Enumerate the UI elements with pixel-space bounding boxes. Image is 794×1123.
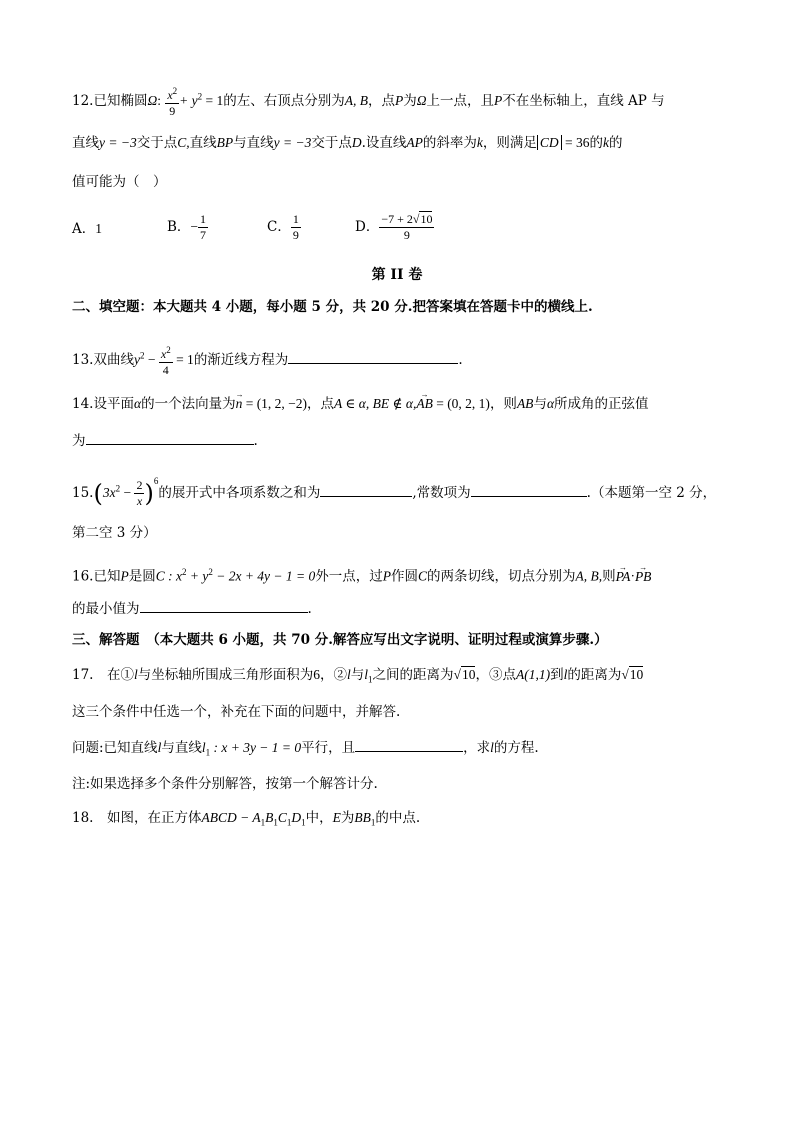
q12-option-c: C． $\frac{1}{9}$ (267, 212, 299, 242)
ellipse-name: Ω (147, 93, 158, 108)
q16-line1: 16.已知P是圆C : $x^2 + y^2 - 2x + 4y - 1 = 0$外一点，过P作圆C的两条切线，切点分别为A, B,则→ PA·→ PB (72, 562, 651, 587)
q13: 13.双曲线$y^2$ − $\frac{x^2}{4}$ = 1的渐近线方程为 . (72, 345, 463, 377)
q12-line3: 值可能为（ ） (72, 174, 167, 190)
section2-title: 第 II 卷 (371, 267, 423, 283)
q12-line2: 直线y = −3交于点C,直线BP与直线y = −3交于点D.设直线AP的斜率为k，则满足 CD = 36的k的 (72, 135, 623, 151)
q15-blank-constant[interactable] (471, 482, 587, 497)
q17-question: 问题:已知直线l与直线$l_1$ : x + 3y − 1 = 0平行，且 ，求l的方程. (72, 737, 539, 763)
q12-line1: 12.已知椭圆Ω: $\frac{x^2}{9}$ + $y^2 = 1$的左、右顶点分别为A, B，点P为Ω上一点，且P不在坐标轴上，直线 AP 与 (72, 86, 665, 118)
section2-heading: 二、填空题：本大题共 4 小题，每小题 5 分，共 20 分.把答案填在答题卡中的横线上. (72, 299, 593, 315)
q17-line1: 17. 在①l与坐标轴所围成三角形面积为6，②l与$l_1$之间的距离为√10，③点A(1,1)到l的距离为√10 (72, 667, 644, 685)
q15-blank-sum[interactable] (320, 482, 412, 497)
q17-line2: 这三个条件中任选一个，补充在下面的问题中，并解答. (72, 704, 401, 720)
q12-option-d: D． $\frac{-7 + 2√10}{9}$ (355, 212, 433, 242)
q14-line2: 为 . (72, 430, 258, 451)
q16-answer-blank[interactable] (140, 598, 308, 613)
section3-heading: 三、解答题 （本大题共 6 小题，共 70 分.解答应写出文字说明、证明过程或演算步骤.） (72, 632, 608, 648)
q16-line2: 的最小值为 . (72, 598, 312, 619)
q13-answer-blank[interactable] (288, 349, 458, 364)
q17-condition-blank[interactable] (355, 737, 463, 752)
q12-option-a: A．1 (72, 221, 102, 237)
q15-line1: $15.(3x^2$ − $\frac{2}{x}$ )$^6$的展开式中各项系数之和为 ,常数项为 .（本题第一空 2 分， (72, 475, 717, 508)
q14-line1: 14.设平面α的一个法向量为→ n = (1, 2, −2)，点A ∈ α, BE ∉ α,→ AB = (0, 2, 1)，则AB与α所成角的正弦值 (72, 394, 649, 414)
q15-line2: 第二空 3 分） (72, 525, 157, 541)
q12-text: 12.已知椭圆 (72, 93, 148, 109)
ellipse-fraction: $\frac{x^2}{9}$ (167, 86, 178, 118)
q12-option-b: B．− $\frac{1}{7}$ (167, 212, 207, 242)
q14-answer-blank[interactable] (86, 430, 254, 445)
q17-note: 注:如果选择多个条件分别解答，按第一个解答计分. (72, 776, 378, 792)
q18: 18. 如图，在正方体ABCD − $A_1B_1C_1D_1$中，E为$BB_1$的中点. (72, 810, 421, 828)
